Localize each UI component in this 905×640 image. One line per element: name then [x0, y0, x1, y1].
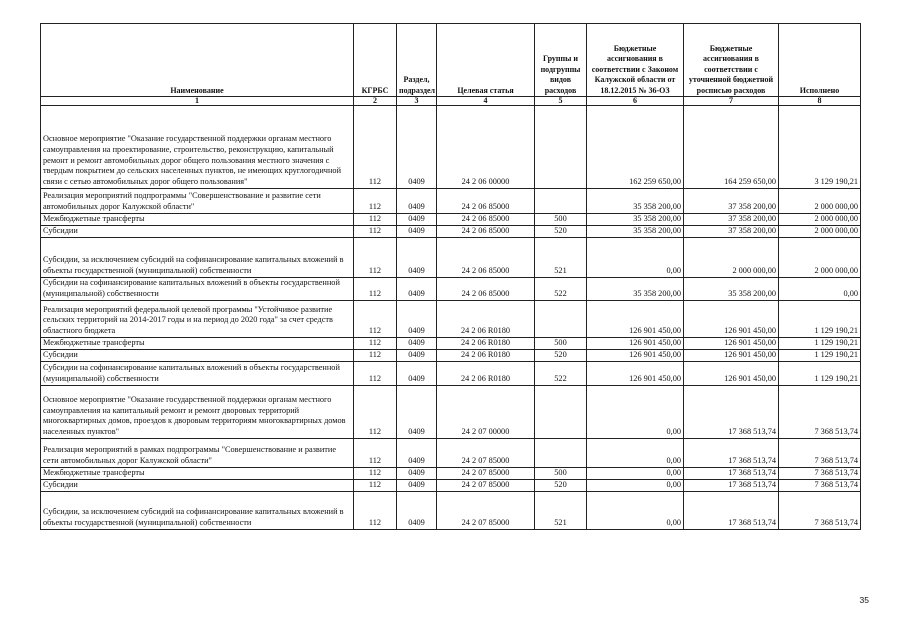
- row-section: 0409: [397, 386, 437, 439]
- column-number: 3: [397, 97, 437, 106]
- row-section: 0409: [397, 439, 437, 468]
- row-executed: 3 129 190,21: [779, 106, 861, 189]
- row-kgrbs: 112: [354, 386, 397, 439]
- col-header-groups: Группы и подгруппы видов расходов: [535, 24, 587, 97]
- row-refined: 37 358 200,00: [684, 189, 779, 214]
- table-row: [41, 338, 861, 350]
- row-kgrbs: 112: [354, 189, 397, 214]
- row-section: 0409: [397, 214, 437, 226]
- column-number: 7: [684, 97, 779, 106]
- table-body: [41, 106, 861, 530]
- row-target: 24 2 06 R0180: [437, 301, 535, 338]
- row-refined: 2 000 000,00: [684, 238, 779, 278]
- row-executed: 2 000 000,00: [779, 189, 861, 214]
- row-kgrbs: 112: [354, 492, 397, 530]
- row-group: 520: [535, 350, 587, 362]
- row-name: Субсидии: [41, 350, 354, 362]
- row-law: 0,00: [587, 386, 684, 439]
- table-row: [41, 350, 861, 362]
- column-number: 6: [587, 97, 684, 106]
- row-refined: 17 368 513,74: [684, 492, 779, 530]
- row-refined: 17 368 513,74: [684, 439, 779, 468]
- row-refined: 126 901 450,00: [684, 338, 779, 350]
- row-executed: 2 000 000,00: [779, 238, 861, 278]
- row-refined: 37 358 200,00: [684, 226, 779, 238]
- row-refined: 37 358 200,00: [684, 214, 779, 226]
- row-target: 24 2 06 85000: [437, 226, 535, 238]
- row-refined: 17 368 513,74: [684, 480, 779, 492]
- row-executed: 7 368 513,74: [779, 480, 861, 492]
- table-row: [41, 468, 861, 480]
- row-law: 0,00: [587, 439, 684, 468]
- table-row: [41, 189, 861, 214]
- row-executed: 1 129 190,21: [779, 362, 861, 386]
- table-row: [41, 362, 861, 386]
- row-target: 24 2 06 85000: [437, 278, 535, 301]
- row-target: 24 2 06 00000: [437, 106, 535, 189]
- row-target: 24 2 06 R0180: [437, 362, 535, 386]
- row-name: Реализация мероприятий подпрограммы "Совершенствование и развитие сети автомобильных дорог Калужской области": [41, 189, 354, 214]
- row-refined: 17 368 513,74: [684, 386, 779, 439]
- row-section: 0409: [397, 189, 437, 214]
- column-number: 5: [535, 97, 587, 106]
- row-kgrbs: 112: [354, 214, 397, 226]
- row-group: 500: [535, 338, 587, 350]
- table-row: [41, 214, 861, 226]
- row-law: 0,00: [587, 480, 684, 492]
- row-law: 35 358 200,00: [587, 214, 684, 226]
- header-row: [41, 24, 861, 97]
- row-executed: 0,00: [779, 278, 861, 301]
- row-kgrbs: 112: [354, 278, 397, 301]
- row-executed: 2 000 000,00: [779, 226, 861, 238]
- row-kgrbs: 112: [354, 480, 397, 492]
- row-group: 522: [535, 362, 587, 386]
- row-group: 520: [535, 480, 587, 492]
- row-group: 520: [535, 226, 587, 238]
- row-kgrbs: 112: [354, 439, 397, 468]
- table-row: [41, 278, 861, 301]
- row-group: 500: [535, 214, 587, 226]
- row-refined: 126 901 450,00: [684, 362, 779, 386]
- row-law: 126 901 450,00: [587, 301, 684, 338]
- row-target: 24 2 07 00000: [437, 386, 535, 439]
- col-header-section: Раздел, подраздел: [397, 24, 437, 97]
- row-name: Субсидии на софинансирование капитальных вложений в объекты государственной (муниципальной) собственности: [41, 362, 354, 386]
- row-executed: 2 000 000,00: [779, 214, 861, 226]
- row-group: 521: [535, 238, 587, 278]
- row-law: 126 901 450,00: [587, 338, 684, 350]
- row-law: 35 358 200,00: [587, 189, 684, 214]
- col-header-executed: Исполнено: [779, 24, 861, 97]
- row-section: 0409: [397, 278, 437, 301]
- row-name: Основное мероприятие "Оказание государственной поддержки органам местного самоуправления на проектирование, строительство, реконструкцию, капитальный ремонт и ремонт автомобильных дорог общего пользования местного значения с твердым покрытием до сельских населенных пунктов, не имеющих круглогодичной связи с сетью автомобильных дорог общего пользования": [41, 106, 354, 189]
- col-header-kgrbs: КГРБС: [354, 24, 397, 97]
- row-section: 0409: [397, 350, 437, 362]
- row-law: 126 901 450,00: [587, 350, 684, 362]
- row-executed: 7 368 513,74: [779, 439, 861, 468]
- row-name: Реализация мероприятий федеральной целевой программы "Устойчивое развитие сельских территорий на 2014-2017 годы и на период до 2020 года" за счет средств областного бюджета: [41, 301, 354, 338]
- row-section: 0409: [397, 238, 437, 278]
- table-row: [41, 480, 861, 492]
- column-number: 8: [779, 97, 861, 106]
- row-target: 24 2 06 85000: [437, 214, 535, 226]
- table-row: [41, 386, 861, 439]
- row-target: 24 2 07 85000: [437, 480, 535, 492]
- row-name: Межбюджетные трансферты: [41, 214, 354, 226]
- row-target: 24 2 06 85000: [437, 189, 535, 214]
- row-refined: 35 358 200,00: [684, 278, 779, 301]
- column-number-row: [41, 97, 861, 106]
- row-law: 162 259 650,00: [587, 106, 684, 189]
- row-section: 0409: [397, 106, 437, 189]
- row-name: Субсидии на софинансирование капитальных вложений в объекты государственной (муниципальной) собственности: [41, 278, 354, 301]
- row-section: 0409: [397, 338, 437, 350]
- table-row: [41, 439, 861, 468]
- row-executed: 1 129 190,21: [779, 350, 861, 362]
- row-name: Субсидии, за исключением субсидий на софинансирование капитальных вложений в объекты государственной (муниципальной) собственности: [41, 492, 354, 530]
- table-row: [41, 301, 861, 338]
- page-number: 35: [859, 595, 869, 605]
- row-refined: 17 368 513,74: [684, 468, 779, 480]
- row-name: Субсидии: [41, 226, 354, 238]
- table-row: [41, 238, 861, 278]
- row-kgrbs: 112: [354, 226, 397, 238]
- row-kgrbs: 112: [354, 238, 397, 278]
- row-name: Субсидии: [41, 480, 354, 492]
- column-number: 4: [437, 97, 535, 106]
- row-kgrbs: 112: [354, 338, 397, 350]
- col-header-law: Бюджетные ассигнования в соответствии с Законом Калужской области от 18.12.2015 № 36-ОЗ: [587, 24, 684, 97]
- row-group: 522: [535, 278, 587, 301]
- row-law: 126 901 450,00: [587, 362, 684, 386]
- row-kgrbs: 112: [354, 106, 397, 189]
- row-kgrbs: 112: [354, 301, 397, 338]
- row-kgrbs: 112: [354, 362, 397, 386]
- row-target: 24 2 06 R0180: [437, 338, 535, 350]
- row-refined: 164 259 650,00: [684, 106, 779, 189]
- row-group: [535, 106, 587, 189]
- row-name: Основное мероприятие "Оказание государственной поддержки органам местного самоуправления на капитальный ремонт и ремонт дворовых территорий многоквартирных домов, проездов к дворовым территориям многоквартирных домов населенных пунктов": [41, 386, 354, 439]
- row-name: Реализация мероприятий в рамках подпрограммы "Совершенствование и развитие сети автомобильных дорог Калужской области": [41, 439, 354, 468]
- col-header-name: Наименование: [41, 24, 354, 97]
- row-law: 0,00: [587, 238, 684, 278]
- row-refined: 126 901 450,00: [684, 350, 779, 362]
- row-executed: 7 368 513,74: [779, 492, 861, 530]
- column-number: 1: [41, 97, 354, 106]
- col-header-refined: Бюджетные ассигнования в соответствии с уточненной бюджетной росписью расходов: [684, 24, 779, 97]
- row-section: 0409: [397, 226, 437, 238]
- row-name: Субсидии, за исключением субсидий на софинансирование капитальных вложений в объекты государственной (муниципальной) собственности: [41, 238, 354, 278]
- row-group: [535, 386, 587, 439]
- row-law: 0,00: [587, 492, 684, 530]
- row-name: Межбюджетные трансферты: [41, 468, 354, 480]
- row-section: 0409: [397, 468, 437, 480]
- row-section: 0409: [397, 301, 437, 338]
- row-target: 24 2 07 85000: [437, 439, 535, 468]
- row-target: 24 2 06 85000: [437, 238, 535, 278]
- row-executed: 1 129 190,21: [779, 301, 861, 338]
- row-refined: 126 901 450,00: [684, 301, 779, 338]
- row-law: 0,00: [587, 468, 684, 480]
- row-target: 24 2 07 85000: [437, 492, 535, 530]
- row-section: 0409: [397, 492, 437, 530]
- row-section: 0409: [397, 480, 437, 492]
- column-number: 2: [354, 97, 397, 106]
- row-group: [535, 439, 587, 468]
- row-group: [535, 189, 587, 214]
- row-law: 35 358 200,00: [587, 226, 684, 238]
- row-kgrbs: 112: [354, 468, 397, 480]
- table-row: [41, 106, 861, 189]
- row-executed: 7 368 513,74: [779, 468, 861, 480]
- col-header-target: Целевая статья: [437, 24, 535, 97]
- table-row: [41, 492, 861, 530]
- row-name: Межбюджетные трансферты: [41, 338, 354, 350]
- row-group: [535, 301, 587, 338]
- table-row: [41, 226, 861, 238]
- row-group: 521: [535, 492, 587, 530]
- budget-table: [40, 23, 861, 530]
- row-target: 24 2 06 R0180: [437, 350, 535, 362]
- row-group: 500: [535, 468, 587, 480]
- row-law: 35 358 200,00: [587, 278, 684, 301]
- row-executed: 7 368 513,74: [779, 386, 861, 439]
- row-target: 24 2 07 85000: [437, 468, 535, 480]
- row-executed: 1 129 190,21: [779, 338, 861, 350]
- row-section: 0409: [397, 362, 437, 386]
- row-kgrbs: 112: [354, 350, 397, 362]
